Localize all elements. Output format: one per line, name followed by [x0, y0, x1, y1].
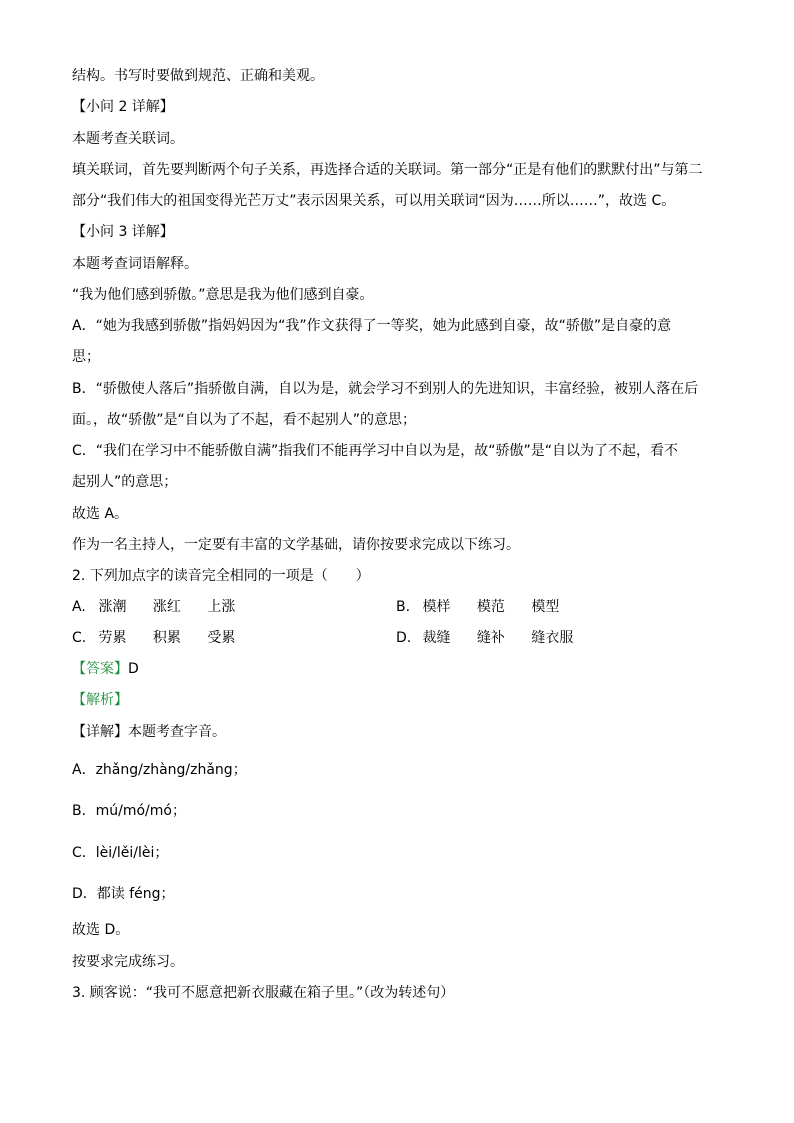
- option-word: 模型: [531, 599, 560, 615]
- answer-value: D: [128, 661, 139, 677]
- option-a: [72, 597, 235, 617]
- section-heading: 【小问 2 详解】: [72, 99, 174, 115]
- reading-c: C．lèi/lěi/lèi；: [72, 845, 169, 861]
- reading-b: B．mú/mó/mó；: [72, 803, 186, 819]
- text-line: 结构。书写时要做到规范、正确和美观。: [72, 68, 324, 84]
- option-letter: C.: [72, 630, 87, 646]
- option-word: 缝补: [476, 630, 505, 646]
- option-b: [396, 597, 559, 617]
- text-line: C．“我们在学习中不能骄傲自满”指我们不能再学习中自以为是，故“骄傲”是“自以为了不起，看不: [72, 443, 679, 459]
- option-letter: B.: [396, 599, 411, 615]
- text-line: B．“骄傲使人落后”指骄傲自满，自以为是，就会学习不到别人的先进知识，丰富经验，被别人落在后: [72, 381, 699, 397]
- question-2-stem: 2. 下列加点字的读音完全相同的一项是（ ）: [72, 568, 370, 584]
- section-heading: 【小问 3 详解】: [72, 224, 174, 240]
- option-word: 劳累: [98, 630, 127, 646]
- option-word: 涨潮: [98, 599, 127, 615]
- text-line: “我为他们感到骄傲。”意思是我为他们感到自豪。: [72, 287, 374, 303]
- conclusion-line: 故选 D。: [72, 922, 130, 938]
- text-line: 作为一名主持人，一定要有丰富的文学基础，请你按要求完成以下练习。: [72, 537, 520, 553]
- option-d: [396, 628, 573, 648]
- text-line: A．“她为我感到骄傲”指妈妈因为“我”作文获得了一等奖，她为此感到自豪，故“骄傲”是自豪的意: [72, 318, 672, 334]
- text-line: 面。，故“骄傲”是“自以为了不起，看不起别人”的意思；: [72, 412, 417, 428]
- option-letter: A.: [72, 599, 86, 615]
- answer-tag: 【答案】: [72, 661, 128, 677]
- option-word: 缝衣服: [531, 630, 574, 646]
- reading-d: D．都读 féng；: [72, 886, 175, 902]
- text-line: 部分“我们伟大的祖国变得光芒万丈”表示因果关系，可以用关联词“因为……所以……”，故选 C。: [72, 193, 676, 209]
- option-word: 积累: [152, 630, 181, 646]
- option-word: 裁缝: [422, 630, 451, 646]
- text-line: 本题考查词语解释。: [72, 256, 198, 272]
- text-line: 填关联词，首先要判断两个句子关系，再选择合适的关联词。第一部分“正是有他们的默默付出”与第二: [72, 162, 703, 178]
- option-c: [72, 628, 235, 648]
- next-intro-line: 按要求完成练习。: [72, 954, 184, 970]
- detail-text: 本题考查字音。: [128, 724, 226, 740]
- detail-tag: 【详解】: [72, 724, 128, 740]
- option-word: 模样: [422, 599, 451, 615]
- answer-line: [72, 659, 139, 679]
- option-word: 上涨: [207, 599, 236, 615]
- reading-a: A．zhǎng/zhàng/zhǎng；: [72, 762, 247, 778]
- analysis-line: [72, 690, 128, 710]
- text-line: 起别人”的意思；: [72, 474, 178, 490]
- text-line: 故选 A。: [72, 506, 129, 522]
- option-word: 模范: [476, 599, 505, 615]
- text-line: 本题考查关联词。: [72, 131, 184, 147]
- question-3-stem: 3. 顾客说：“我可不愿意把新衣服藏在箱子里。”（改为转述句）: [72, 985, 455, 1001]
- option-word: 涨红: [152, 599, 181, 615]
- detail-line: [72, 722, 226, 742]
- option-word: 受累: [207, 630, 236, 646]
- option-letter: D.: [396, 630, 412, 646]
- analysis-tag: 【解析】: [72, 692, 128, 708]
- text-line: 思；: [72, 349, 100, 365]
